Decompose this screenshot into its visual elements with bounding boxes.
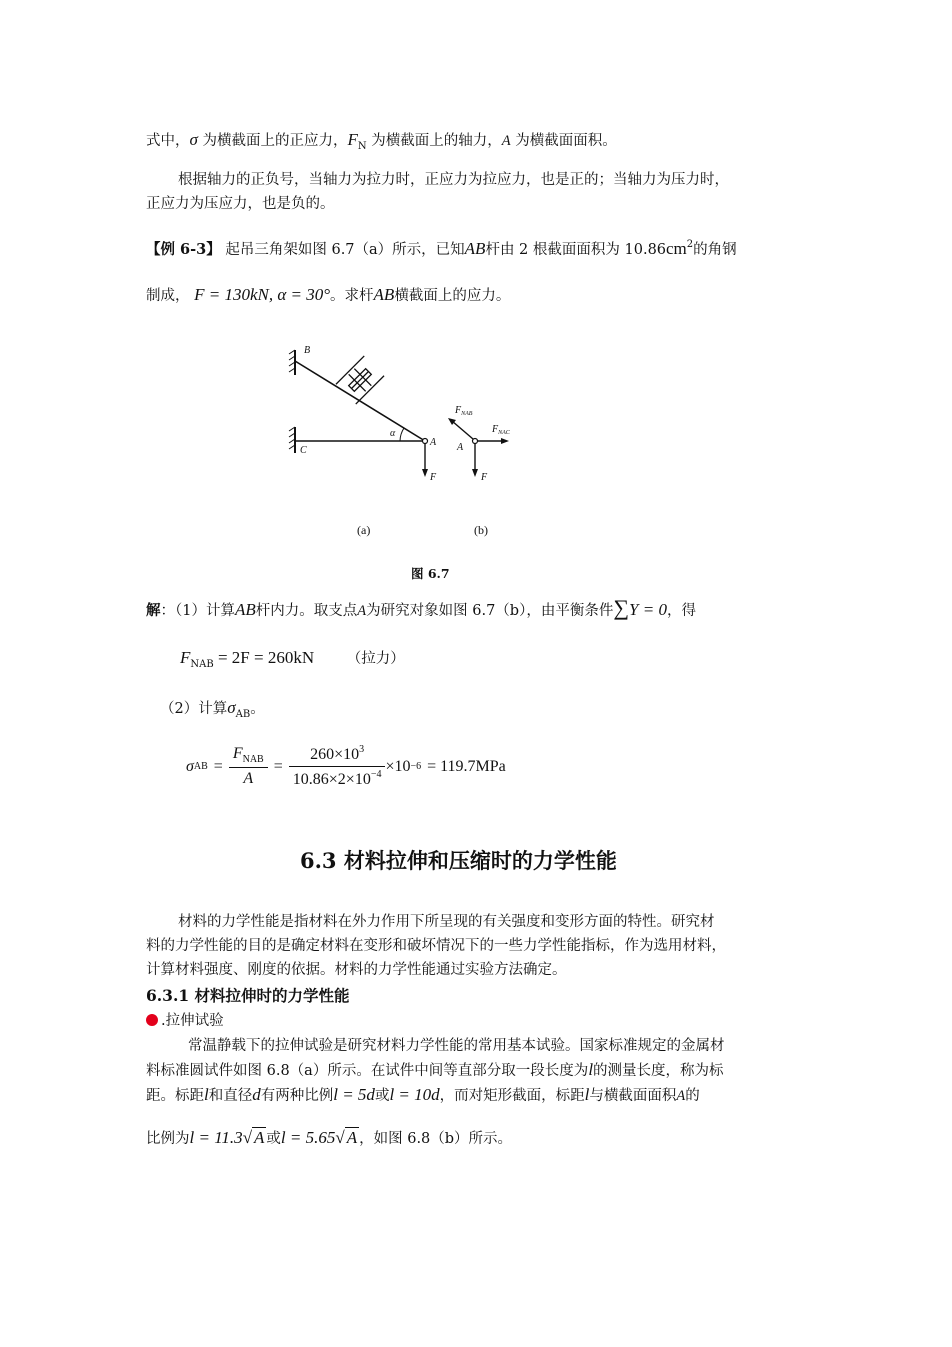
section-heading: 6.3 材料拉伸和压缩时的力学性能 bbox=[300, 848, 617, 873]
label-a1: A bbox=[430, 437, 437, 448]
pin-a bbox=[423, 439, 428, 444]
para-intro-line1: 材料的力学性能是指材料在外力作用下所呈现的有关强度和变形方面的特性。研究材 bbox=[178, 914, 715, 930]
label-fnab: $F_{NAB}$ bbox=[455, 405, 473, 417]
example-given: F = 130kN, α = 30° bbox=[194, 285, 331, 304]
label-alpha: α bbox=[390, 428, 396, 439]
sigma-symbol: σ bbox=[189, 130, 198, 149]
para-test-line2: 料标准圆试件如图 6.8（a）所示。在试件中间等直部分取一段长度为l的测量长度，称为标 bbox=[146, 1060, 724, 1079]
label-a2: A bbox=[457, 442, 464, 453]
load-f-b-arrowhead bbox=[472, 469, 478, 477]
caption-a: (a) bbox=[357, 523, 371, 537]
load-f-a-arrowhead bbox=[422, 469, 428, 477]
red-bullet-icon bbox=[146, 1014, 158, 1026]
solution-line: 解：（1）计算AB杆内力。取支点A为研究对象如图 6.7（b），由平衡条件∑Y = 0，得 bbox=[146, 595, 696, 620]
equation-sigma-ab: σ AB = $\frac{F_{NAB}}{A}$ = $\frac{260\times 10^3}{10.86\times 2\times 10^{-4}}$ ×10 −6 = 119.7MPa bbox=[186, 744, 506, 788]
fraction-fnab-a: $\frac{F_{NAB}}{A}$ bbox=[229, 745, 268, 788]
example-label: 【例 6-3】 bbox=[146, 241, 221, 258]
label-f2: F bbox=[481, 472, 488, 483]
para-test-line1: 常温静载下的拉伸试验是研究材料力学性能的常用基本试验。国家标准规定的金属材 bbox=[188, 1038, 725, 1054]
example-line2: 制成， F = 130kN, α = 30°。求杆AB横截面上的应力。 bbox=[146, 285, 511, 304]
para-test-line3: 距。标距l和直径d有两种比例l = 5d或l = 10d，而对矩形截面，标距l与横截面面积A的 bbox=[146, 1085, 700, 1104]
para-definition: 式中，σ 为横截面上的正应力，$F_N$ 为横截面上的轴力，A 为横截面面积。 bbox=[146, 130, 617, 152]
angle-steel-section bbox=[336, 356, 384, 404]
label-f1: F bbox=[430, 472, 437, 483]
figure-title: 图 6.7 bbox=[411, 566, 450, 581]
step2-line: （2）计算$\sigma_{AB}$。 bbox=[160, 698, 265, 720]
label-b: B bbox=[304, 345, 311, 356]
para-sign-line2: 正应力为压应力，也是负的。 bbox=[146, 196, 335, 212]
subsection-heading: 6.3.1 材料拉伸时的力学性能 bbox=[146, 986, 350, 1005]
caption-b: (b) bbox=[474, 523, 488, 537]
fraction-numeric: $\frac{260\times 10^3}{10.86\times 2\times 10^{-4}}$ bbox=[289, 744, 386, 789]
para-intro-line3: 计算材料强度、刚度的依据。材料的力学性能通过实验方法确定。 bbox=[146, 962, 567, 978]
equation-fnab: $F_{NAB} = 2F = 260kN$ （拉力） bbox=[180, 648, 405, 670]
bullet-tensile-test: .拉伸试验 bbox=[146, 1009, 224, 1033]
para-intro-line2: 料的力学性能的目的是确定材料在变形和破坏情况下的一些力学性能指标，作为选用材料， bbox=[146, 938, 726, 954]
solution-label: 解 bbox=[146, 602, 161, 619]
force-fnac-arrowhead bbox=[501, 438, 509, 444]
figure-6-7-diagram bbox=[280, 335, 540, 495]
bar-ab bbox=[295, 361, 425, 441]
para-sign-line1: 根据轴力的正负号，当轴力为拉力时，正应力为拉应力，也是正的；当轴力为压力时， bbox=[178, 172, 729, 188]
para-test-line4: 比例为l = 11.3√ A 或l = 5.65√ A ，如图 6.8（b）所示。 bbox=[146, 1128, 513, 1147]
force-fnab-line bbox=[452, 421, 473, 439]
label-fnac: $F_{NAC}$ bbox=[492, 424, 510, 436]
sum-symbol: ∑ bbox=[613, 595, 630, 620]
alpha-arc bbox=[400, 428, 404, 441]
node-a-b bbox=[473, 439, 478, 444]
label-c: C bbox=[300, 445, 307, 456]
example-line1: 【例 6-3】 起吊三角架如图 6.7（a）所示，已知AB杆由 2 根截面面积为 $10.86cm^2$的角钢 bbox=[146, 239, 737, 258]
